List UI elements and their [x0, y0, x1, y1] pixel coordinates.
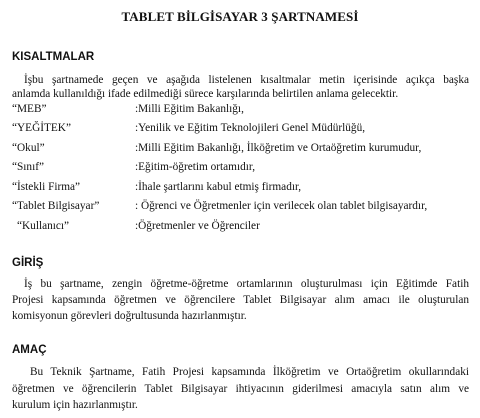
purpose-paragraph-line-2: öğretmen ve öğrencilerin Tablet Bilgisayar ihtiyacının giderilmesi amacıyla satın alım ve: [12, 383, 469, 395]
purpose-paragraph-line-3: kurulum için hazırlanmıştır.: [12, 399, 138, 411]
intro-heading: GİRİŞ: [12, 257, 44, 269]
purpose-heading: AMAÇ: [12, 344, 47, 356]
purpose-paragraph-line-1: Bu Teknik Şartname, Fatih Projesi kapsamında İlköğretim ve Ortaöğretim okullarındaki: [30, 366, 469, 378]
abbreviations-intro-line-2: anlamda kullanıldığı ifade edilmediği sürece karşılarında belirtilen anlama gelecektir.: [12, 88, 399, 100]
abbreviation-definition: :Öğretmenler ve Öğrenciler: [135, 220, 260, 232]
document-title: TABLET BİLGİSAYAR 3 ŞARTNAMESİ: [121, 9, 359, 24]
intro-paragraph-line-3: komisyonun görevleri doğrultusunda hazırlanmıştır.: [12, 310, 247, 322]
abbreviation-term: “Sınıf”: [12, 161, 44, 173]
abbreviations-intro-line-1: İşbu şartnamede geçen ve aşağıda listelenen kısaltmalar metin içerisinde açıkça başka: [24, 74, 469, 86]
abbreviation-definition: :Milli Eğitim Bakanlığı, İlköğretim ve Ortaöğretim kurumudur,: [135, 142, 422, 154]
abbreviation-term: “Kullanıcı”: [17, 220, 70, 232]
abbreviation-term: “İstekli Firma”: [12, 181, 81, 193]
abbreviation-term: “Okul”: [12, 142, 45, 154]
intro-paragraph-line-1: İş bu şartname, zengin öğretme-öğretme ortamlarının oluşturulması için Eğitimde Fatih: [24, 278, 469, 290]
abbreviation-term: “MEB”: [12, 103, 47, 115]
abbreviation-term: “Tablet Bilgisayar”: [12, 200, 100, 212]
intro-paragraph-line-2: Projesi kapsamında öğretmen ve öğrencilere Tablet Bilgisayar alım amacı ile oluşturulan: [12, 294, 469, 306]
abbreviation-definition: :Yenilik ve Eğitim Teknolojileri Genel Müdürlüğü,: [135, 122, 366, 134]
abbreviation-definition: :İhale şartlarını kabul etmiş firmadır,: [135, 181, 302, 193]
abbreviations-heading: KISALTMALAR: [12, 51, 95, 63]
abbreviation-definition: : Öğrenci ve Öğretmenler için verilecek olan tablet bilgisayardır,: [135, 200, 428, 212]
abbreviation-definition: :Eğitim-öğretim ortamıdır,: [135, 161, 256, 173]
abbreviation-term: “YEĞİTEK”: [12, 122, 71, 134]
abbreviation-definition: :Milli Eğitim Bakanlığı,: [135, 103, 244, 115]
